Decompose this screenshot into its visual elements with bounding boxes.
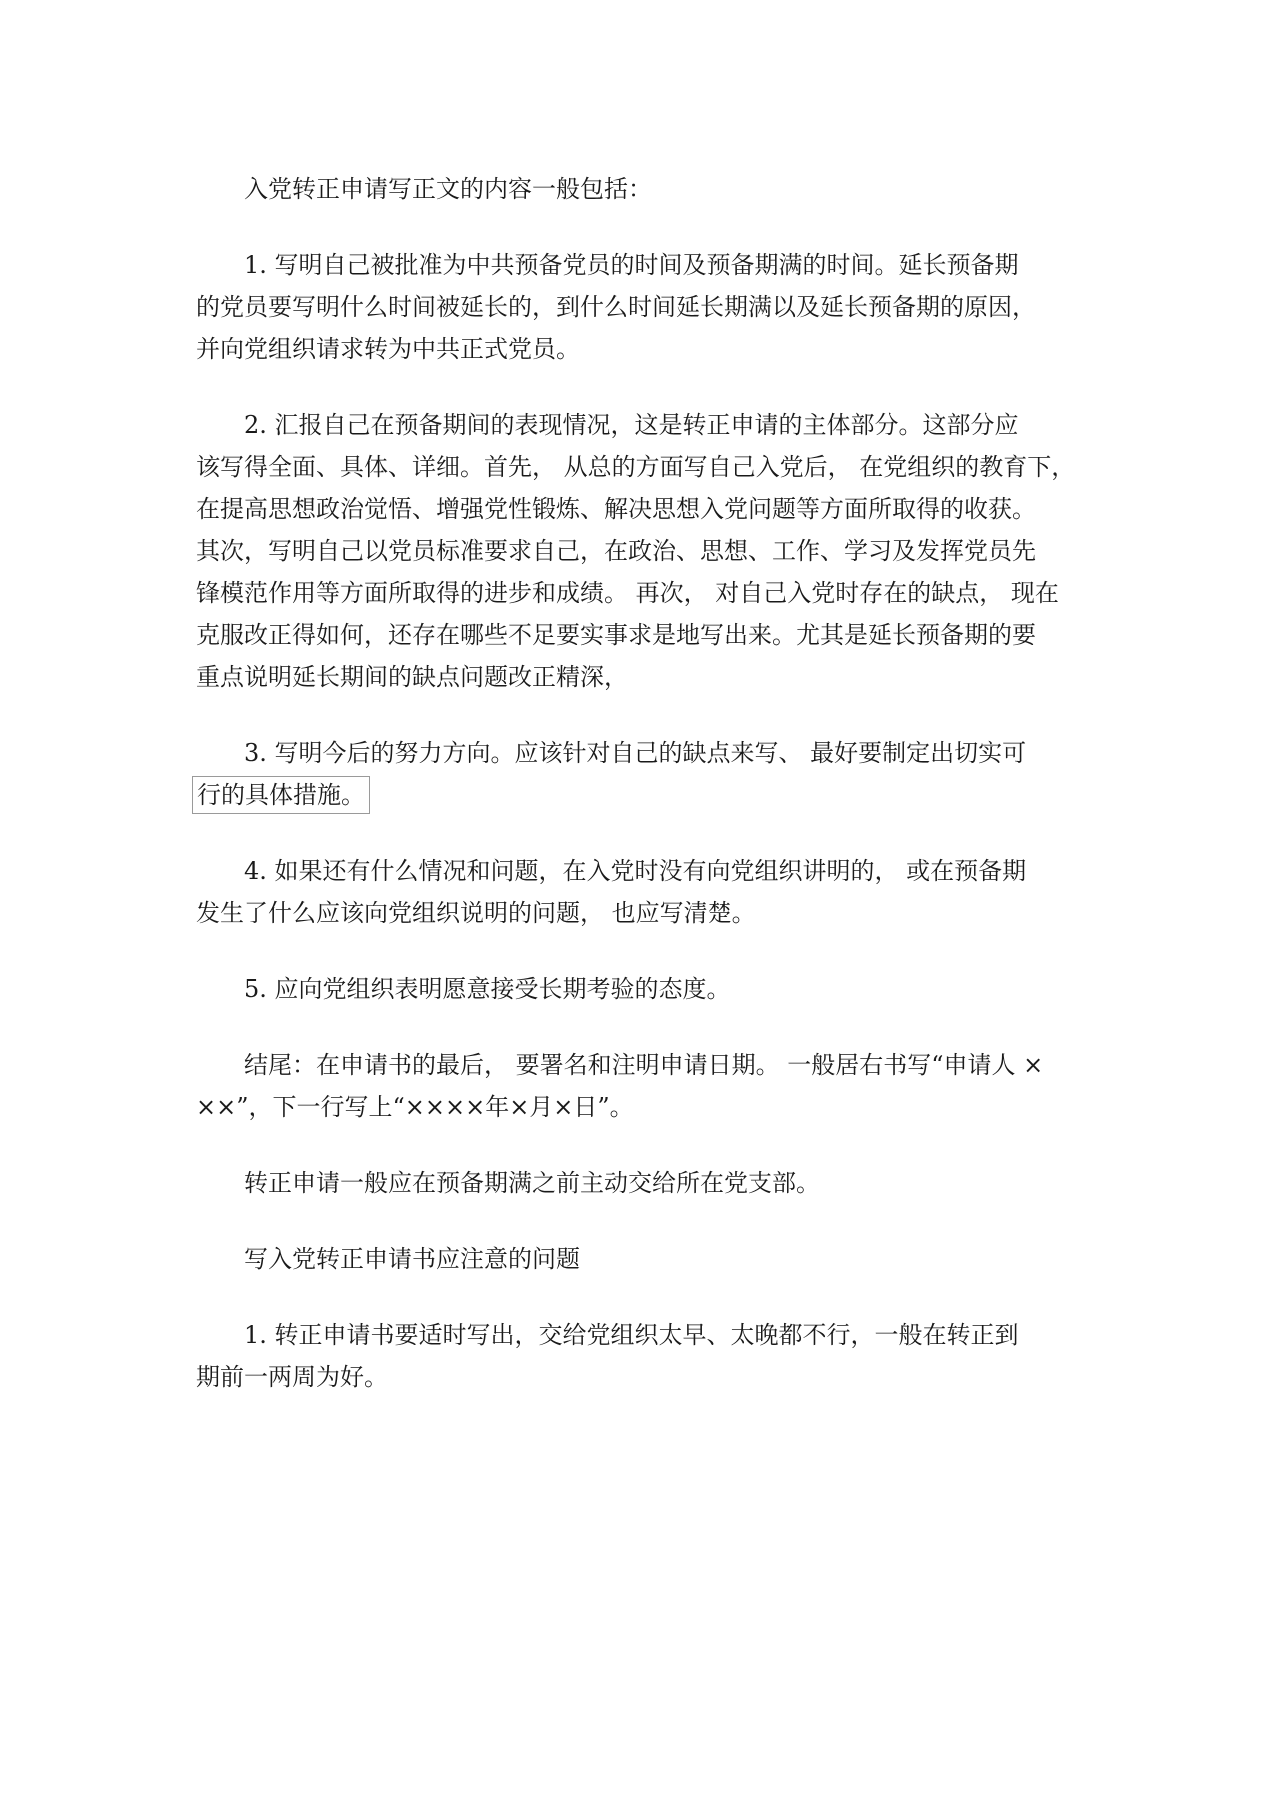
item-4-paragraph [196,850,1096,934]
item-1-line: 并向党组织请求转为中共正式党员。 [196,335,580,363]
item-3-paragraph [196,732,1096,816]
notice-1-line: 期前一两周为好。 [196,1363,388,1391]
item-2-line: 在提高思想政治觉悟、增强党性锻炼、解决思想入党问题等方面所取得的收获。 [196,495,1036,523]
notice-heading [196,1238,1096,1280]
item-1-paragraph [196,244,1096,370]
ending-line: 结尾：在申请书的最后， 要署名和注明申请日期。 一般居右书写“申请人 × [244,1051,1044,1079]
item-4-line: 发生了什么应该向党组织说明的问题， 也应写清楚。 [196,899,756,927]
item-1-line: 1. 写明自己被批准为中共预备党员的时间及预备期满的时间。延长预备期 [244,251,1019,279]
item-3-line [196,774,1096,816]
item-2-line: 克服改正得如何，还存在哪些不足要实事求是地写出来。尤其是延长预备期的要 [196,621,1036,649]
item-4-line: 4. 如果还有什么情况和问题，在入党时没有向党组织讲明的， 或在预备期 [244,857,1027,885]
submit-note-paragraph [196,1162,1096,1204]
notice-heading-line: 写入党转正申请书应注意的问题 [244,1245,580,1273]
item-2-line: 2. 汇报自己在预备期间的表现情况，这是转正申请的主体部分。这部分应 [244,411,1019,439]
item-2-paragraph [196,404,1096,698]
intro-line: 入党转正申请写正文的内容一般包括： [244,175,652,203]
item-2-line: 该写得全面、具体、详细。首先， 从总的方面写自己入党后， 在党组织的教育下， [196,453,1076,481]
intro-paragraph [196,168,1096,210]
item-2-line: 重点说明延长期间的缺点问题改正精深， [196,663,628,691]
document-body [196,168,1096,1432]
item-1-line: 的党员要写明什么时间被延长的，到什么时间延长期满以及延长预备期的原因， [196,293,1036,321]
ending-line: ××”，下一行写上“××××年×月×日”。 [196,1093,634,1121]
ending-paragraph [196,1044,1096,1128]
submit-note-line: 转正申请一般应在预备期满之前主动交给所在党支部。 [244,1169,820,1197]
notice-1-line: 1. 转正申请书要适时写出，交给党组织太早、太晚都不行，一般在转正到 [244,1321,1019,1349]
item-3-line: 3. 写明今后的努力方向。应该针对自己的缺点来写、 最好要制定出切实可 [244,739,1027,767]
item-5-line: 5. 应向党组织表明愿意接受长期考验的态度。 [244,975,731,1003]
notice-1-paragraph [196,1314,1096,1398]
boxed-text: 行的具体措施。 [192,776,370,814]
item-2-line: 锋模范作用等方面所取得的进步和成绩。 再次， 对自己入党时存在的缺点， 现在 [196,579,1059,607]
item-2-line: 其次，写明自己以党员标准要求自己，在政治、思想、工作、学习及发挥党员先 [196,537,1036,565]
item-5-paragraph [196,968,1096,1010]
